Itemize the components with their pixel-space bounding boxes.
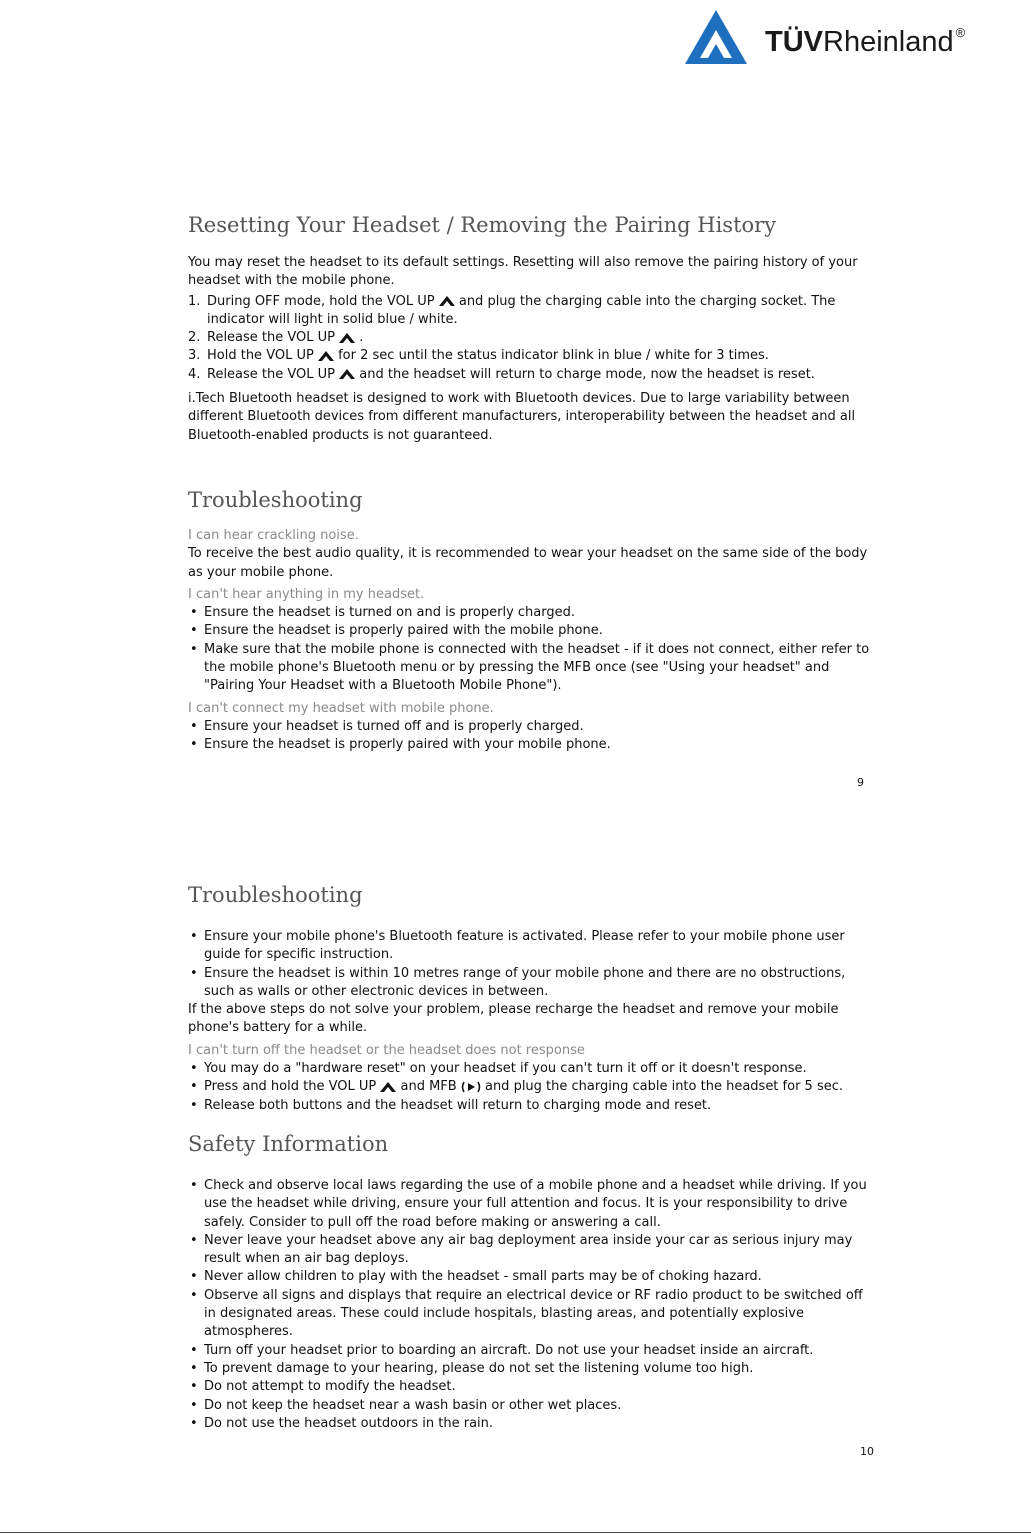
cant-hear-heading: I can't hear anything in my headset. [188, 586, 425, 602]
cant-turn-off-heading: I can't turn off the headset or the headset does not response [188, 1042, 585, 1058]
list-item: • Make sure that the mobile phone is connected with the headset - if it does not connect, either refer to the mobile phone's Bluetooth menu or by pressing the MFB once (see "Using your headset" and "Pairing Your Headset with a Bluetooth Mobile Phone"). [188, 641, 873, 696]
manual-page-9 [188, 210, 873, 755]
crackling-text: To receive the best audio quality, it is recommended to wear your headset on the same side of the body as your mobile phone. [188, 546, 868, 580]
item-text: and MFB [396, 1079, 457, 1095]
list-item: • Ensure your headset is turned off and is properly charged. [188, 718, 873, 736]
step-number: 4. [188, 366, 201, 382]
page-number: 10 [860, 1445, 874, 1458]
logo-registered-mark: ® [955, 25, 966, 40]
logo-wordmark [765, 25, 966, 58]
caret-up-icon [318, 351, 334, 361]
reset-step-1 [188, 293, 873, 330]
caret-up-icon [339, 333, 355, 343]
list-item: • Never leave your headset above any air bag deployment area inside your car as serious injury may result when an air bag deploys. [188, 1232, 873, 1269]
reset-steps-list [188, 293, 873, 384]
manual-page-10 [188, 880, 873, 1433]
troubleshooting-list [188, 928, 873, 1001]
caret-up-icon [380, 1082, 396, 1092]
reset-step-3 [188, 347, 873, 365]
list-item: • Ensure the headset is properly paired with your mobile phone. [188, 736, 873, 754]
list-item: • Do not use the headset outdoors in the rain. [188, 1415, 873, 1433]
step-text: . [355, 330, 364, 346]
cant-hear-list [188, 604, 873, 695]
step-text: and plug the charging cable into the charging socket. The indicator will light in solid blue / white. [207, 293, 836, 327]
step-text: Hold the VOL UP [207, 348, 314, 364]
list-item: • Observe all signs and displays that require an electrical device or RF radio product to be switched off in designated areas. These could include hospitals, blasting areas, and potentially explosive atmospheres. [188, 1287, 873, 1342]
list-item: • Ensure the headset is turned on and is properly charged. [188, 604, 873, 622]
step-number: 1. [188, 293, 201, 309]
compatibility-note: i.Tech Bluetooth headset is designed to work with Bluetooth devices. Due to large variability between different Bluetooth devices from different manufacturers, interoperability between the headset and all Bluetooth-enabled products is not guaranteed. [188, 391, 856, 443]
page-number: 9 [857, 776, 864, 789]
footer-divider [0, 1532, 1031, 1533]
triangle-logo-icon [683, 8, 749, 68]
play-button-icon [461, 1081, 481, 1093]
crackling-heading: I can hear crackling noise. [188, 527, 359, 543]
list-item [188, 1078, 873, 1096]
step-text: Release the VOL UP [207, 330, 336, 346]
logo-brand-rest: Rheinland [823, 26, 954, 58]
list-item: • To prevent damage to your hearing, please do not set the listening volume too high. [188, 1360, 873, 1378]
caret-up-icon [439, 296, 455, 306]
list-item: • Ensure the headset is within 10 metres range of your mobile phone and there are no obstructions, such as walls or other electronic devices in between. [188, 965, 873, 1002]
item-text: and plug the charging cable into the headset for 5 sec. [480, 1079, 844, 1095]
list-item: • Never allow children to play with the headset - small parts may be of choking hazard. [188, 1268, 873, 1286]
list-item: • Turn off your headset prior to boarding an aircraft. Do not use your headset inside an aircraft. [188, 1342, 873, 1360]
cant-connect-list [188, 718, 873, 755]
troubleshooting-followup: If the above steps do not solve your problem, please recharge the headset and remove your mobile phone's battery for a while. [188, 1002, 839, 1036]
step-text: Release the VOL UP [207, 366, 336, 382]
cant-turn-off-list [188, 1060, 873, 1115]
list-item: • You may do a "hardware reset" on your headset if you can't turn it off or it doesn't response. [188, 1060, 873, 1078]
list-item: • Check and observe local laws regarding the use of a mobile phone and a headset while driving. If you use the headset while driving, ensure your full attention and focus. It is your responsibility to drive safely. Consider to pull off the road before making or answering a call. [188, 1177, 873, 1232]
safety-title: Safety Information [188, 1131, 389, 1156]
list-item: • Release both buttons and the headset will return to charging mode and reset. [188, 1097, 873, 1115]
step-text: and the headset will return to charge mode, now the headset is reset. [355, 366, 815, 382]
list-item: • Ensure your mobile phone's Bluetooth feature is activated. Please refer to your mobile phone user guide for specific instruction. [188, 928, 873, 965]
step-number: 3. [188, 348, 201, 364]
cant-connect-heading: I can't connect my headset with mobile phone. [188, 700, 494, 716]
list-item: • Do not attempt to modify the headset. [188, 1378, 873, 1396]
troubleshooting-title: Troubleshooting [188, 883, 363, 907]
troubleshooting-title: Troubleshooting [188, 487, 363, 512]
step-text: During OFF mode, hold the VOL UP [207, 293, 435, 309]
step-number: 2. [188, 330, 201, 346]
reset-intro: You may reset the headset to its default settings. Resetting will also remove the pairing history of your headset with the mobile phone. [188, 255, 858, 289]
list-item: • Ensure the headset is properly paired with the mobile phone. [188, 622, 873, 640]
list-item: • Do not keep the headset near a wash basin or other wet places. [188, 1397, 873, 1415]
logo-brand-bold: TÜV [765, 26, 823, 58]
reset-step-2 [188, 329, 873, 347]
step-text: for 2 sec until the status indicator blink in blue / white for 3 times. [333, 348, 769, 364]
caret-up-icon [339, 369, 355, 379]
safety-list [188, 1177, 873, 1433]
item-text: Press and hold the VOL UP [204, 1079, 377, 1095]
reset-section-title: Resetting Your Headset / Removing the Pairing History [188, 213, 777, 237]
tuv-rheinland-logo [683, 8, 1013, 68]
reset-step-4 [188, 366, 873, 384]
